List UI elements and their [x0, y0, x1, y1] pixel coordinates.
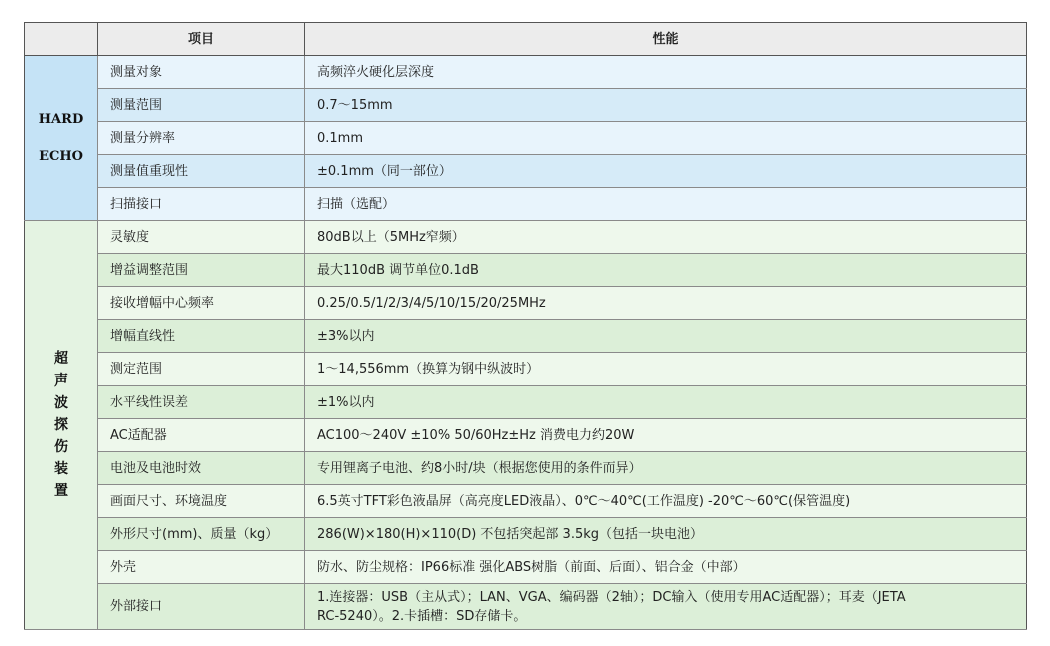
value-cell: 专用锂离子电池、约8小时/块（根据您使用的条件而异） — [305, 452, 1027, 485]
value-cell: ±0.1mm（同一部位） — [305, 155, 1027, 188]
table-row — [25, 551, 1027, 584]
item-cell: 测量对象 — [98, 56, 305, 89]
item-cell: AC适配器 — [98, 419, 305, 452]
item-cell: 电池及电池时效 — [98, 452, 305, 485]
value-cell: 高频淬火硬化层深度 — [305, 56, 1027, 89]
spec-table — [24, 22, 1027, 630]
value-cell: 0.25/0.5/1/2/3/4/5/10/15/20/25MHz — [305, 287, 1027, 320]
value-cell: 80dB以上（5MHz窄频） — [305, 221, 1027, 254]
table-row — [25, 188, 1027, 221]
table-row — [25, 56, 1027, 89]
table-header-row — [25, 23, 1027, 56]
value-cell: 最大110dB 调节单位0.1dB — [305, 254, 1027, 287]
value-cell: 1～14,556mm（换算为钢中纵波时） — [305, 353, 1027, 386]
category-text: ECHO — [39, 149, 83, 164]
category-text: HARD — [38, 112, 84, 127]
value-cell — [305, 584, 1027, 630]
item-cell: 外部接口 — [98, 584, 305, 630]
table-row — [25, 419, 1027, 452]
category-char: 装 — [54, 461, 68, 477]
value-cell: 扫描（选配） — [305, 188, 1027, 221]
table-row — [25, 155, 1027, 188]
item-cell: 测量范围 — [98, 89, 305, 122]
category-char: 置 — [54, 483, 68, 499]
table-row — [25, 452, 1027, 485]
category-char: 声 — [54, 373, 68, 389]
table-row — [25, 386, 1027, 419]
value-cell: 6.5英寸TFT彩色液晶屏（高亮度LED液晶）、0℃～40℃(工作温度) -20℃～60℃(保管温度) — [305, 485, 1027, 518]
item-cell: 扫描接口 — [98, 188, 305, 221]
item-cell: 测量值重现性 — [98, 155, 305, 188]
value-line: 1.连接器：USB（主从式）；LAN、VGA、编码器（2轴）；DC输入（使用专用AC适配器）；耳麦（JETA — [317, 589, 906, 605]
item-cell: 外壳 — [98, 551, 305, 584]
value-cell: 286(W)×180(H)×110(D) 不包括突起部 3.5kg（包括一块电池） — [305, 518, 1027, 551]
item-cell: 水平线性误差 — [98, 386, 305, 419]
item-cell: 画面尺寸、环境温度 — [98, 485, 305, 518]
item-cell: 测定范围 — [98, 353, 305, 386]
table-row — [25, 353, 1027, 386]
table-row — [25, 320, 1027, 353]
value-cell: ±3%以内 — [305, 320, 1027, 353]
value-cell: AC100～240V ±10% 50/60Hz±Hz 消费电力约20W — [305, 419, 1027, 452]
category-char: 波 — [54, 395, 68, 411]
value-cell: 0.7～15mm — [305, 89, 1027, 122]
table-row — [25, 584, 1027, 630]
value-line: RC-5240）。2.卡插槽：SD存储卡。 — [317, 608, 527, 624]
table-row — [25, 221, 1027, 254]
table-row — [25, 254, 1027, 287]
value-cell: 防水、防尘规格：IP66标准 强化ABS树脂（前面、后面）、铝合金（中部） — [305, 551, 1027, 584]
category-char: 探 — [54, 417, 68, 433]
item-cell: 测量分辨率 — [98, 122, 305, 155]
category-hard-echo — [25, 56, 98, 221]
category-char: 伤 — [54, 439, 68, 455]
header-performance: 性能 — [305, 23, 1027, 56]
item-cell: 增益调整范围 — [98, 254, 305, 287]
item-cell: 外形尺寸(mm)、质量（kg） — [98, 518, 305, 551]
header-item: 项目 — [98, 23, 305, 56]
table-row — [25, 287, 1027, 320]
category-char: 超 — [54, 351, 68, 367]
table-row — [25, 89, 1027, 122]
category-ultrasonic — [25, 221, 98, 630]
table-row — [25, 122, 1027, 155]
item-cell: 灵敏度 — [98, 221, 305, 254]
header-blank-cell — [25, 23, 98, 56]
item-cell: 接收增幅中心频率 — [98, 287, 305, 320]
item-cell: 增幅直线性 — [98, 320, 305, 353]
table-row — [25, 518, 1027, 551]
value-cell: 0.1mm — [305, 122, 1027, 155]
table-row — [25, 485, 1027, 518]
value-cell: ±1%以内 — [305, 386, 1027, 419]
